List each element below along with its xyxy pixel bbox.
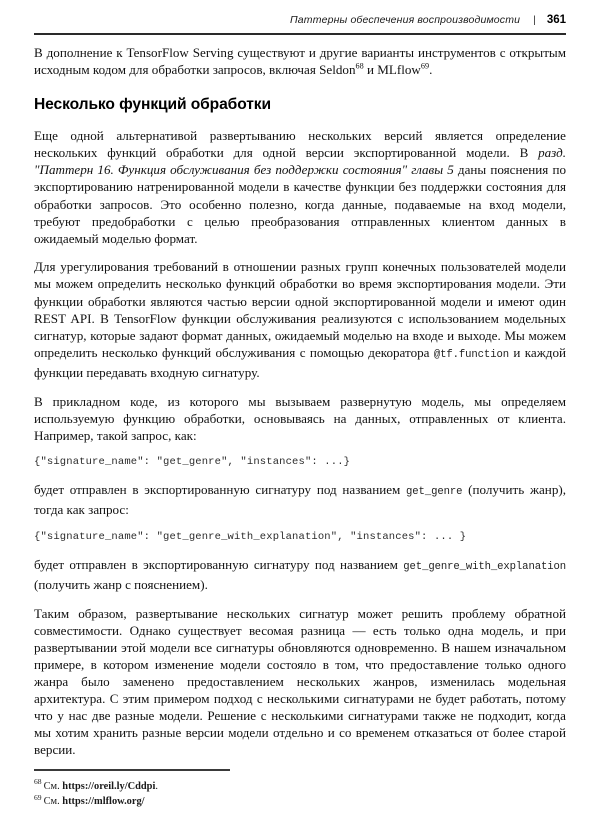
inline-code-get-genre: get_genre: [406, 486, 463, 499]
paragraph-2-part-2: даны пояснения по экспортированию натренированной модели в качестве функции без поддержки состояния для обработки запросов. Это особенно полезно, когда данные, подаваемые на вход модели, требуют предобработки с целью преобразования отправленных клиентом данных в ожидаемый моделью формат.: [34, 162, 567, 246]
paragraph-2: [34, 127, 566, 247]
footnote-prefix: См.: [43, 780, 63, 792]
paragraph-intro: [34, 44, 566, 78]
inline-code-get-genre-with-explanation: get_genre_with_explanation: [403, 560, 566, 573]
paragraph-3-part-1: Для урегулирования требований в отношении разных групп конечных пользователей модели мы можем определить несколько функций обработки во время экспортирования модели. Эти функции обработки являются частью версии одной экспортированной модели и имеют один REST API. В TensorFlow функции обслуживания реализуются с использованием модельных сигнатур, которые задают формат данных, ожидаемый моделью на входе и выходе. Мы можем определить несколько функций обслуживания с помощью декоратора: [34, 259, 566, 360]
inline-code-tf-function: @tf.function: [433, 348, 509, 361]
paragraph-6-part-2: (получить жанр с пояснением).: [34, 577, 208, 593]
paragraph-6-part-1: будет отправлен в экспортированную сигнатуру под названием: [34, 556, 404, 572]
page-number: 361: [546, 14, 566, 26]
footnote-separator-rule: [34, 769, 230, 770]
footnote-number: 69: [34, 792, 42, 802]
paragraph-3: [34, 258, 566, 381]
intro-text-part-3: .: [429, 62, 433, 78]
paragraph-5-part-2: (получить жанр), тогда как запрос:: [34, 482, 566, 518]
section-reference-italic: разд. "Паттерн 16. Функция обслуживания без поддержки состояния" главы 5: [34, 145, 566, 178]
footnote-ref-69[interactable]: 69: [420, 61, 430, 71]
footnotes-area: [34, 769, 566, 810]
paragraph-5: [34, 481, 566, 518]
intro-text-part-2: и MLflow: [363, 62, 421, 78]
paragraph-7: Таким образом, развертывание нескольких сигнатур может решить проблему обратной совместимости. Однако существует весомая разница — есть только одна модель, и при развертывании этой модели все сигнатуры обновляются одновременно. В нашем изначальном примере, в котором изменение модели состояло в том, что предоставление только одного жанра было заменено предоставлением нескольких жанров, изменилась модельная архитектура. С этим примером подход с несколькими сигнатурами не будет работать, потому что у нас две разные модели. Решение с несколькими сигнатурами также не подходит, когда мы хотим хранить разные версии модели отдельно и со временем отказаться от более старой версии.: [34, 605, 566, 758]
footnote-item: [34, 794, 566, 810]
code-block-request-1: {"signature_name": "get_genre", "instances": ...}: [34, 456, 351, 469]
footnote-ref-68[interactable]: 68: [355, 61, 364, 71]
header-rule: [34, 33, 566, 35]
section-heading: Несколько функций обработки: [34, 96, 271, 114]
intro-text-part-1: В дополнение к TensorFlow Serving существуют и другие варианты инструментов с открытым исходным кодом для обработки запросов, включая Seldon: [34, 45, 566, 78]
footnote-link[interactable]: https://mlflow.org/: [62, 796, 145, 808]
running-header-title: Паттерны обеспечения воспроизводимости: [290, 14, 521, 26]
footnote-suffix: .: [155, 780, 158, 792]
page-content: [34, 44, 566, 759]
footnote-number: 68: [34, 777, 42, 787]
paragraph-4: В прикладном коде, из которого мы вызываем развернутую модель, мы определяем используемую функцию обработки, основываясь на данных, отправленных от клиента. Например, такой запрос, как:: [34, 393, 566, 443]
running-header: [34, 14, 566, 26]
paragraph-3-part-2: и каждой функции передавать входную сигнатуру.: [34, 344, 566, 380]
code-block-request-2: {"signature_name": "get_genre_with_explanation", "instances": ... }: [34, 530, 467, 543]
footnote-prefix: См.: [43, 796, 63, 808]
running-header-separator: |: [533, 14, 536, 26]
paragraph-5-part-1: будет отправлен в экспортированную сигнатуру под названием: [34, 482, 407, 498]
footnote-item: [34, 779, 566, 795]
footnote-link[interactable]: https://oreil.ly/Cddpi: [62, 780, 156, 792]
paragraph-6: [34, 556, 566, 593]
paragraph-2-part-1: Еще одной альтернативой развертыванию нескольких версий является определение нескольких функций обработки для одной версии экспортированной модели. В: [34, 128, 566, 161]
